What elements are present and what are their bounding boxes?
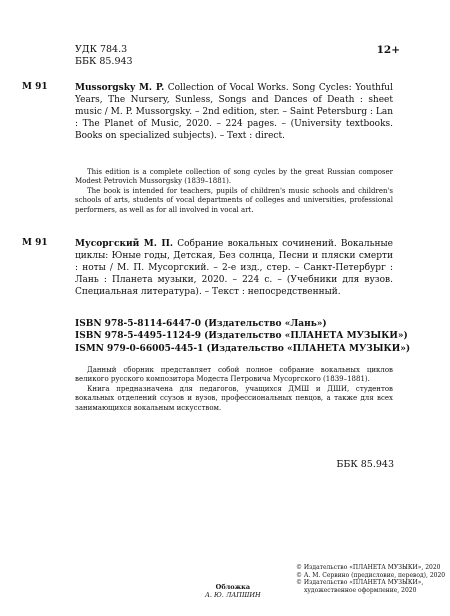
catalog-entry-en (75, 82, 393, 142)
udk-code: УДК 784.3 (75, 44, 128, 55)
annotation-ru-p2: Книга предназначена для педагогов, учащихся ДМШ и ДШИ, студентов вокальных отделений ссузов и вузов, профессиональных певцов, а также для всех занимающихся вокальным искусством. (75, 384, 393, 412)
cover-credit (205, 583, 261, 599)
cover-artist: А. Ю. ЛАПШИН (205, 591, 261, 599)
annotation-en (75, 168, 393, 215)
copyright-line-2: © А. М. Сервино (предисловие, перевод), 2020 (296, 571, 446, 579)
copyright-line-1: © Издательство «ПЛАНЕТА МУЗЫКИ», 2020 (296, 564, 441, 571)
author-en: Mussorgsky M. P. (75, 83, 165, 93)
isbn-planeta: ISBN 978-5-4495-1124-9 (Издательство «ПЛАНЕТА МУЗЫКИ») (75, 331, 408, 342)
annotation-en-p2: The book is intended for teachers, pupils of children's music schools and children's schools of arts, students of vocal departments of colleges and universities, professional performers, as well as for all involved in vocal art. (75, 186, 393, 214)
cover-label: Обложка (215, 583, 251, 591)
age-rating: 12+ (376, 44, 400, 56)
author-mark-en: М 91 (22, 82, 48, 92)
entry-text-ru: Собрание вокальных сочинений. Вокальные циклы: Юные годы, Детская, Без солнца, Песни и пляски смерти : ноты / М. П. Мусоргский. – 2-е изд., стер. – Санкт-Петербург : Лань : Планета музыки, 2020. – 224 с. – (Учебники для вузов. Специальная литература). – Текст : непосредственный. (75, 239, 393, 297)
ismn-planeta: ISMN 979-0-66005-445-1 (Издательство «ПЛАНЕТА МУЗЫКИ») (75, 343, 411, 354)
isbn-block (75, 318, 410, 355)
bbk-code: ББК 85.943 (75, 56, 133, 67)
copyright-line-3: © Издательство «ПЛАНЕТА МУЗЫКИ», (296, 579, 424, 587)
annotation-ru-p1: Данный сборник представляет собой полное собрание вокальных циклов великого русского композитора Модеста Петровича Мусоргского (1839–1881). (75, 366, 393, 384)
isbn-lan: ISBN 978-5-8114-6447-0 (Издательство «Лань») (75, 319, 327, 329)
author-ru: Мусоргский М. П. (75, 239, 173, 249)
catalog-entry-ru (75, 238, 393, 298)
classification-codes (75, 44, 133, 68)
annotation-ru (75, 366, 393, 413)
annotation-en-p1: This edition is a complete collection of song cycles by the great Russian composer Modest Petrovich Mussorgsky (1839–1881). (75, 168, 393, 186)
copyright-line-4: художественное оформление, 2020 (304, 586, 417, 594)
entry-text-en: Collection of Vocal Works. Song Cycles: Youthful Years, The Nursery, Sunless, Songs and Dances of Death : sheet music / M. P. Mussorgsky. – 2nd edition, ster. – Saint Petersburg : Lan : The Planet of Music, 2020. – 224 pages. – (University textbooks. Books on specialized subjects). – Text : direct. (75, 83, 393, 141)
author-mark-ru: М 91 (22, 238, 48, 248)
copyright-block (296, 564, 446, 594)
bbk-code-bottom: ББК 85.943 (336, 459, 394, 470)
